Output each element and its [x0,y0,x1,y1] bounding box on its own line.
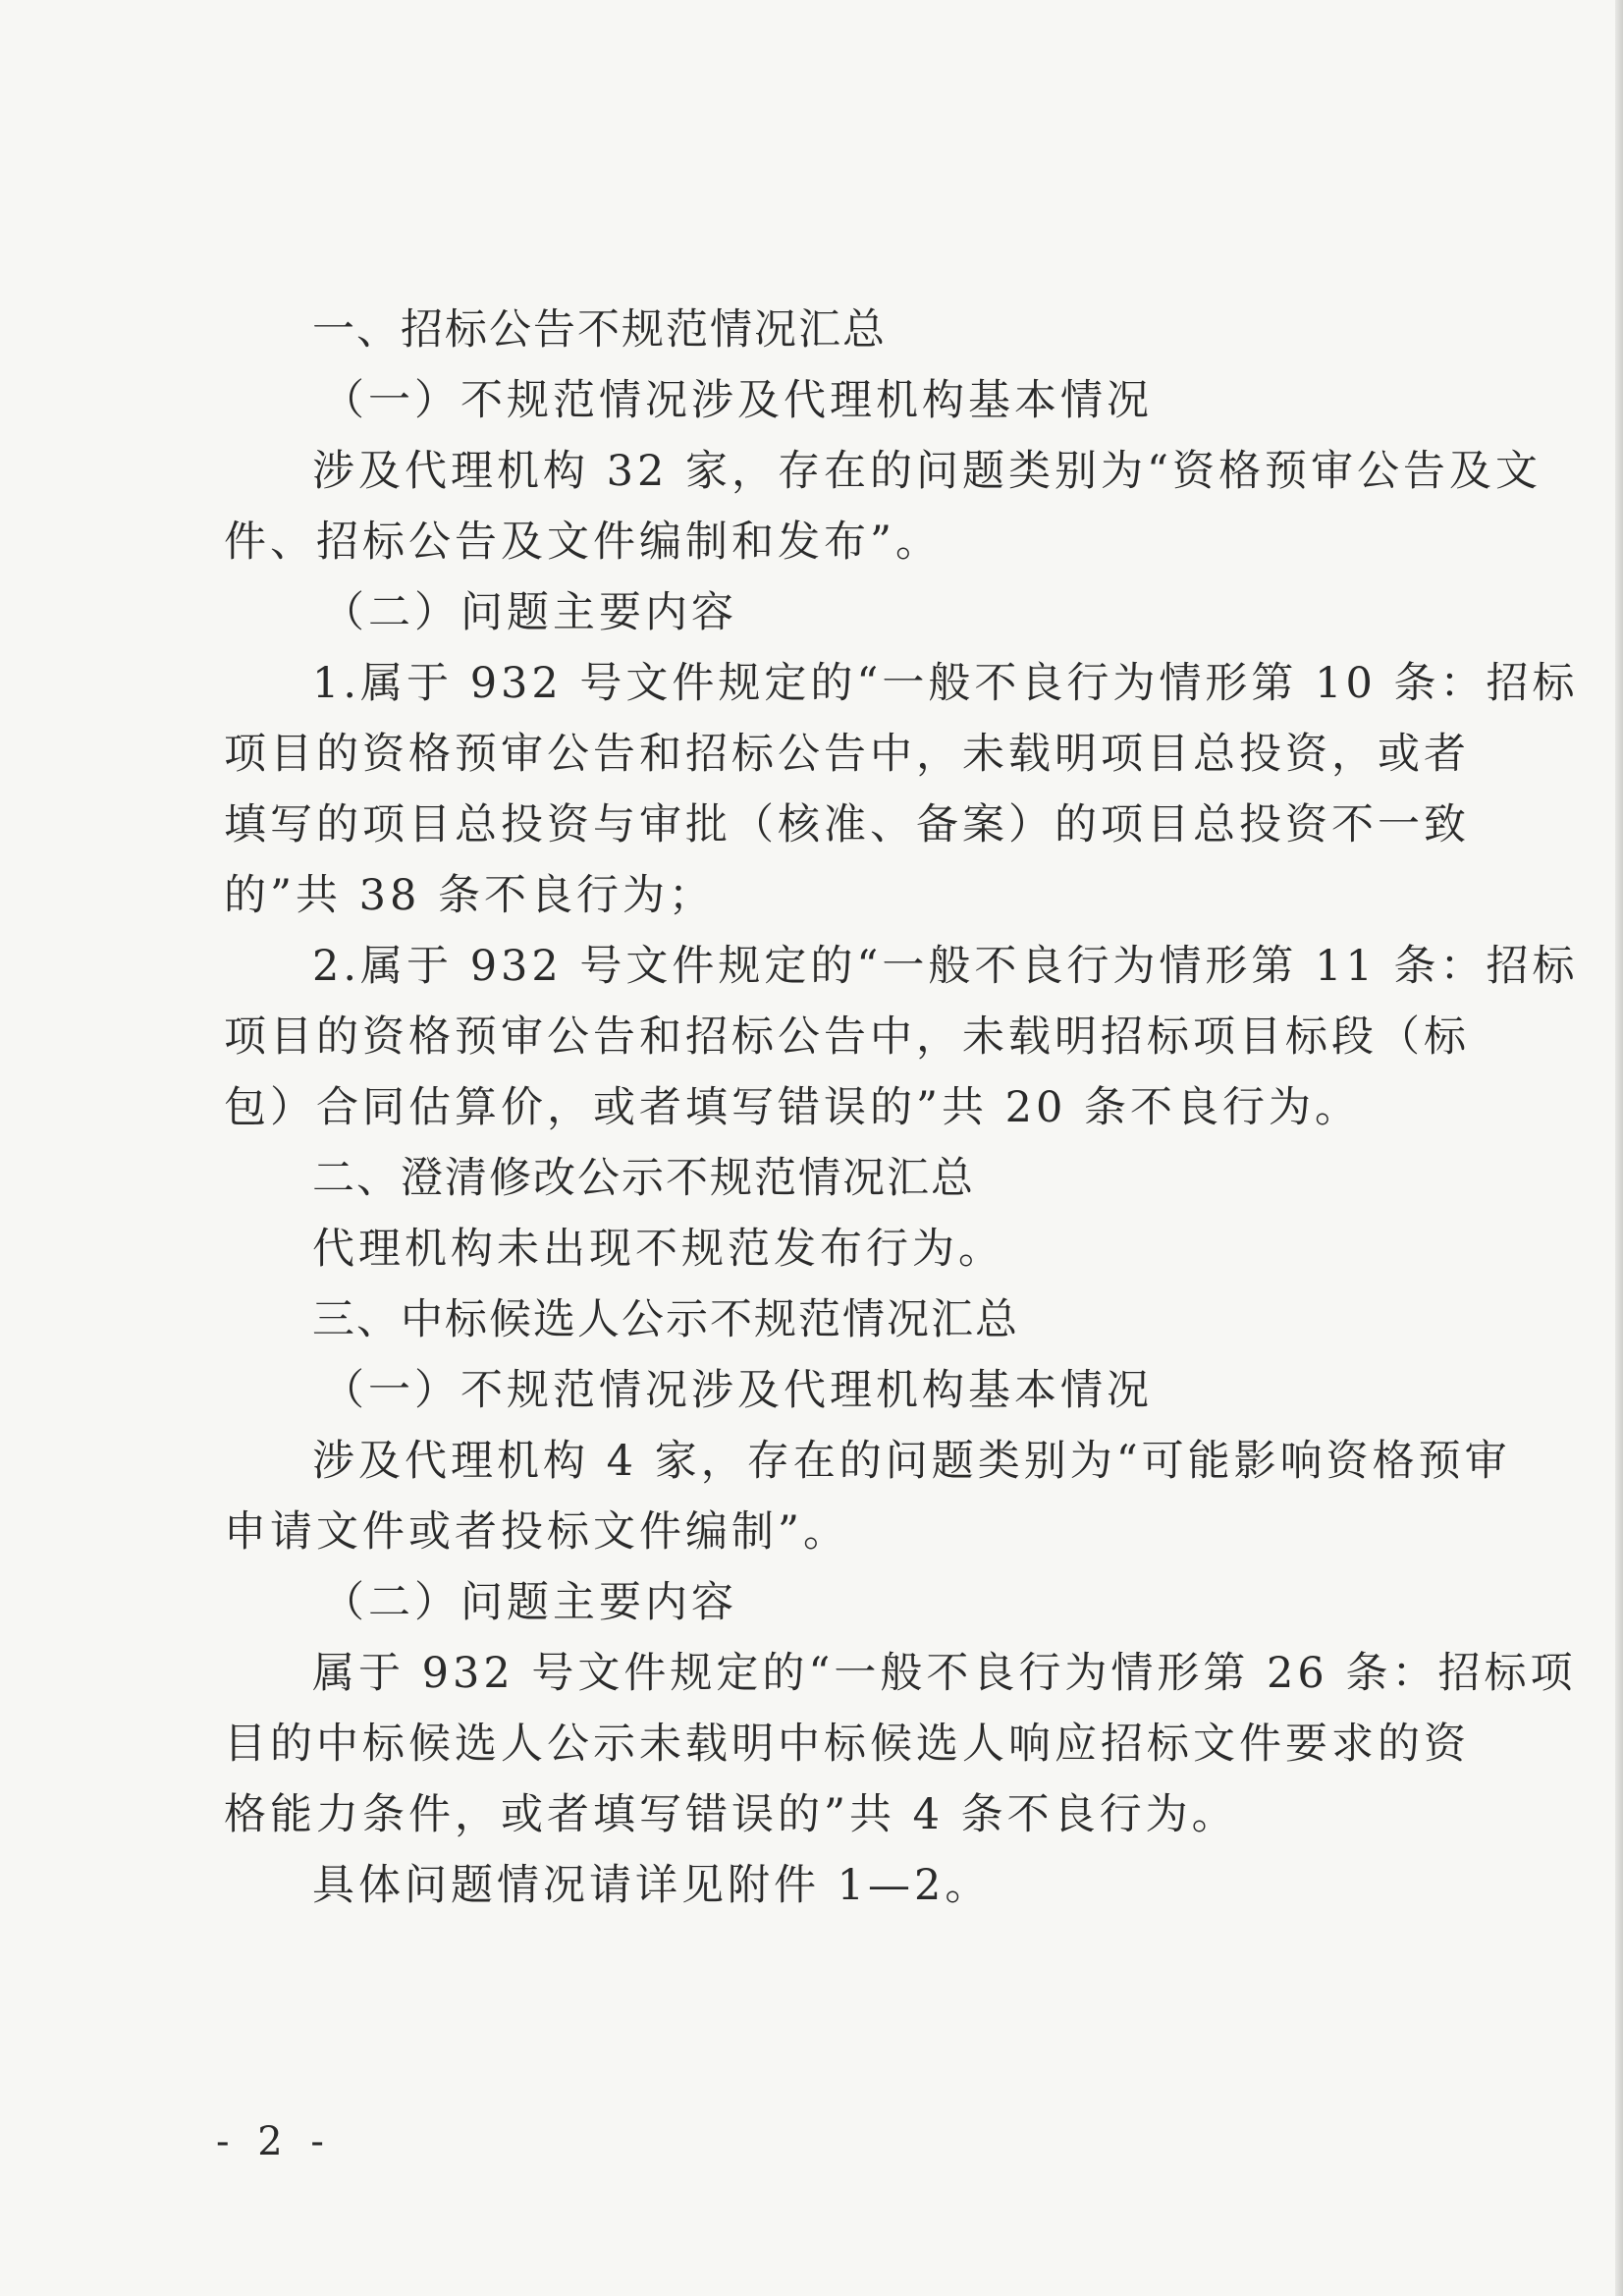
paragraph-line: 涉及代理机构 32 家，存在的问题类别为“资格预审公告及文 [312,447,1542,496]
subsection-heading: （一）不规范情况涉及代理机构基本情况 [322,376,1153,425]
section-heading-1: 一、招标公告不规范情况汇总 [312,305,887,355]
page-number: - 2 - [216,2119,332,2164]
paragraph-line: 具体问题情况请详见附件 1—2。 [312,1861,992,1910]
paragraph-line: 1.属于 932 号文件规定的“一般不良行为情形第 10 条：招标 [312,659,1579,708]
paragraph-line: 申请文件或者投标文件编制”。 [224,1507,849,1557]
paragraph-line: 涉及代理机构 4 家，存在的问题类别为“可能影响资格预审 [312,1437,1511,1486]
section-heading-3: 三、中标候选人公示不规范情况汇总 [312,1295,1019,1344]
paragraph-line: 项目的资格预审公告和招标公告中，未载明项目总投资，或者 [224,730,1470,779]
paragraph-line: 项目的资格预审公告和招标公告中，未载明招标项目标段（标 [224,1012,1470,1062]
paragraph-line: 的”共 38 条不良行为； [224,871,716,920]
subsection-heading: （一）不规范情况涉及代理机构基本情况 [322,1366,1153,1415]
paragraph-line: 属于 932 号文件规定的“一般不良行为情形第 26 条：招标项 [312,1649,1577,1698]
document-body [224,295,1579,1921]
paragraph-line: 格能力条件，或者填写错误的”共 4 条不良行为。 [224,1790,1238,1839]
section-heading-2: 二、澄清修改公示不规范情况汇总 [312,1154,975,1203]
subsection-heading: （二）问题主要内容 [322,1578,737,1627]
paragraph-line: 件、招标公告及文件编制和发布”。 [224,518,942,567]
paragraph-line: 填写的项目总投资与审批（核准、备案）的项目总投资不一致 [224,800,1470,849]
paragraph-line: 包）合同估算价，或者填写错误的”共 20 条不良行为。 [224,1083,1362,1132]
paragraph-line: 目的中标候选人公示未载明中标候选人响应招标文件要求的资 [224,1720,1470,1769]
paragraph-line: 2.属于 932 号文件规定的“一般不良行为情形第 11 条：招标 [312,942,1579,991]
paragraph-line: 代理机构未出现不规范发布行为。 [312,1225,1004,1274]
scan-edge [1615,0,1623,2296]
subsection-heading: （二）问题主要内容 [322,588,737,637]
